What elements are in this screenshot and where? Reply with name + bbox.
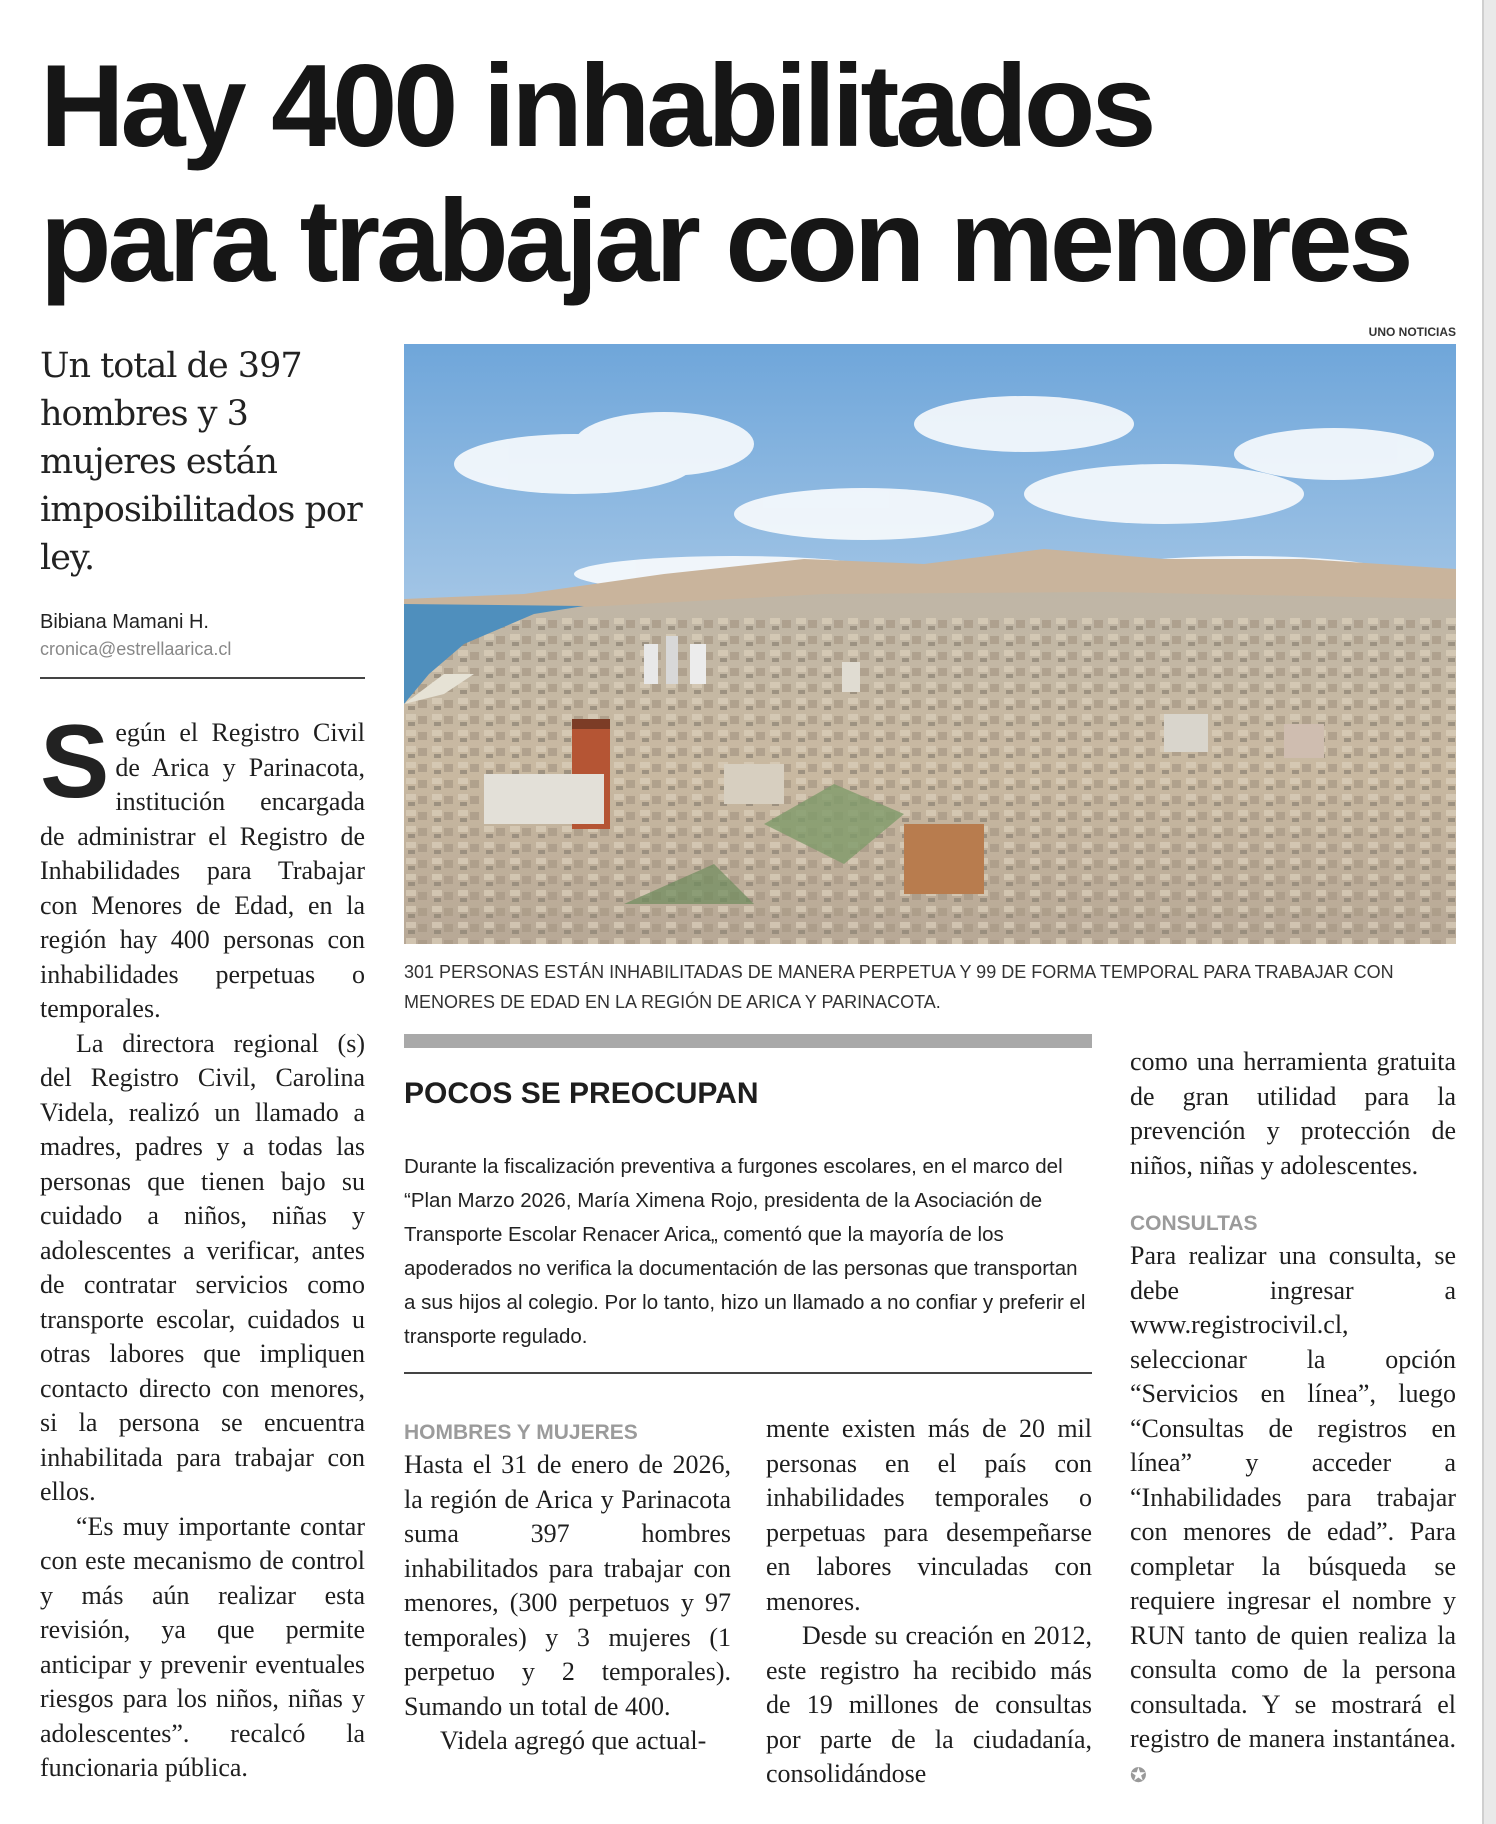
subhead: Un total de 397 hombres y 3 mujeres están imposibilitados por ley. xyxy=(40,346,362,578)
section1-paragraph-1: Hasta el 31 de enero de 2026, la región de Arica y Parinacota suma 397 hombres inhabilitados para trabajar con menores, (300 perpetuos y 97 temporales) y 3 mujeres (1 perpetuo y 2 temporales). Sumando un total de 400. xyxy=(404,1450,731,1721)
column-2 xyxy=(404,1418,731,1759)
column-4 xyxy=(1130,1045,1456,1792)
box-bottom-rule xyxy=(404,1372,1092,1374)
section2-paragraph-1-text: Para realizar una consulta, se debe ingresar a www.registrocivil.cl, seleccionar la opción “Servicios en línea”, luego “Consultas de registros en línea” y acceder a “Inhabilidades para trabajar con menores de edad”. Para completar la búsqueda se requiere ingresar el nombre y RUN tanto de quien realiza la consulta como de la persona consultada. Y se mostrará el registro de manera instantánea. xyxy=(1130,1241,1456,1753)
headline xyxy=(40,38,1480,308)
drop-cap: S xyxy=(40,704,110,820)
photo-credit: UNO NOTICIAS xyxy=(1368,325,1456,339)
box-top-bar xyxy=(404,1034,1092,1048)
author-name: Bibiana Mamani H. xyxy=(40,611,209,633)
body-paragraph-1-text: egún el Registro Civil de Arica y Parinacota, institución encargada de administrar el Registro de Inhabilidades para Trabajar con Menores de Edad, en la región hay 400 personas con inhabilidades perpetuas o temporales. xyxy=(40,718,365,1023)
photo-caption: 301 PERSONAS ESTÁN INHABILITADAS DE MANERA PERPETUA Y 99 DE FORMA TEMPORAL PARA TRABAJAR CON MENORES DE EDAD EN LA REGIÓN DE ARICA Y PARINACOTA. xyxy=(404,962,1394,1012)
byline-rule xyxy=(40,677,365,679)
box-title: POCOS SE PREOCUPAN xyxy=(404,1077,759,1110)
headline-line-1: Hay 400 inhabilitados xyxy=(40,40,1153,171)
end-mark-icon: ✪ xyxy=(1130,1762,1147,1787)
body-paragraph-3: “Es muy importante contar con este mecanismo de control y más aún realizar esta revisión, ya que permite anticipar y prevenir eventuales riesgos para los niños, niñas y adolescentes”. recalcó la funcionaria pública. xyxy=(40,1511,365,1782)
column3-paragraph-2: Desde su creación en 2012, este registro ha recibido más de 19 millones de consultas por parte de la ciudadanía, consolidándose xyxy=(766,1621,1092,1788)
author-email[interactable]: cronica@estrellaarica.cl xyxy=(40,639,232,659)
section1-paragraph-2: Videla agregó que actual- xyxy=(440,1726,707,1755)
column-1 xyxy=(40,704,365,1786)
section2-paragraph-1 xyxy=(1130,1239,1456,1792)
section-head-hombres-mujeres: HOMBRES Y MUJERES xyxy=(404,1421,638,1444)
city-aerial-photo xyxy=(404,344,1456,944)
box-text: Durante la fiscalización preventiva a furgones escolares, en el marco del “Plan Marzo 2026, María Ximena Rojo, presidenta de la Asociación de Transporte Escolar Renacer Arica„ comentó que la mayoría de los apoderados no verifica la documentación de las personas que transportan a sus hijos al colegio. Por lo tanto, hizo un llamado a no confiar y preferir el transporte regulado. xyxy=(404,1155,1086,1348)
body-paragraph-1 xyxy=(40,704,365,1027)
headline-line-2: para trabajar con menores xyxy=(40,175,1410,306)
column-3 xyxy=(766,1412,1092,1792)
page-edge xyxy=(1482,0,1496,1824)
column4-paragraph-1: como una herramienta gratuita de gran utilidad para la prevención y protección de niños, niñas y adolescentes. xyxy=(1130,1047,1456,1180)
column3-paragraph-1: mente existen más de 20 mil personas en el país con inhabilidades temporales o perpetuas para desempeñarse en labores vinculadas con menores. xyxy=(766,1414,1092,1616)
section-head-consultas: CONSULTAS xyxy=(1130,1212,1258,1235)
body-paragraph-2: La directora regional (s) del Registro Civil, Carolina Videla, realizó un llamado a madres, padres y a todas las personas que tienen bajo su cuidado a niños, niñas y adolescentes a verificar, antes de contratar servicios como transporte escolar, cuidados u otras labores que impliquen contacto directo con menores, si la persona se encuentra inhabilitada para trabajar con ellos. xyxy=(40,1028,365,1506)
